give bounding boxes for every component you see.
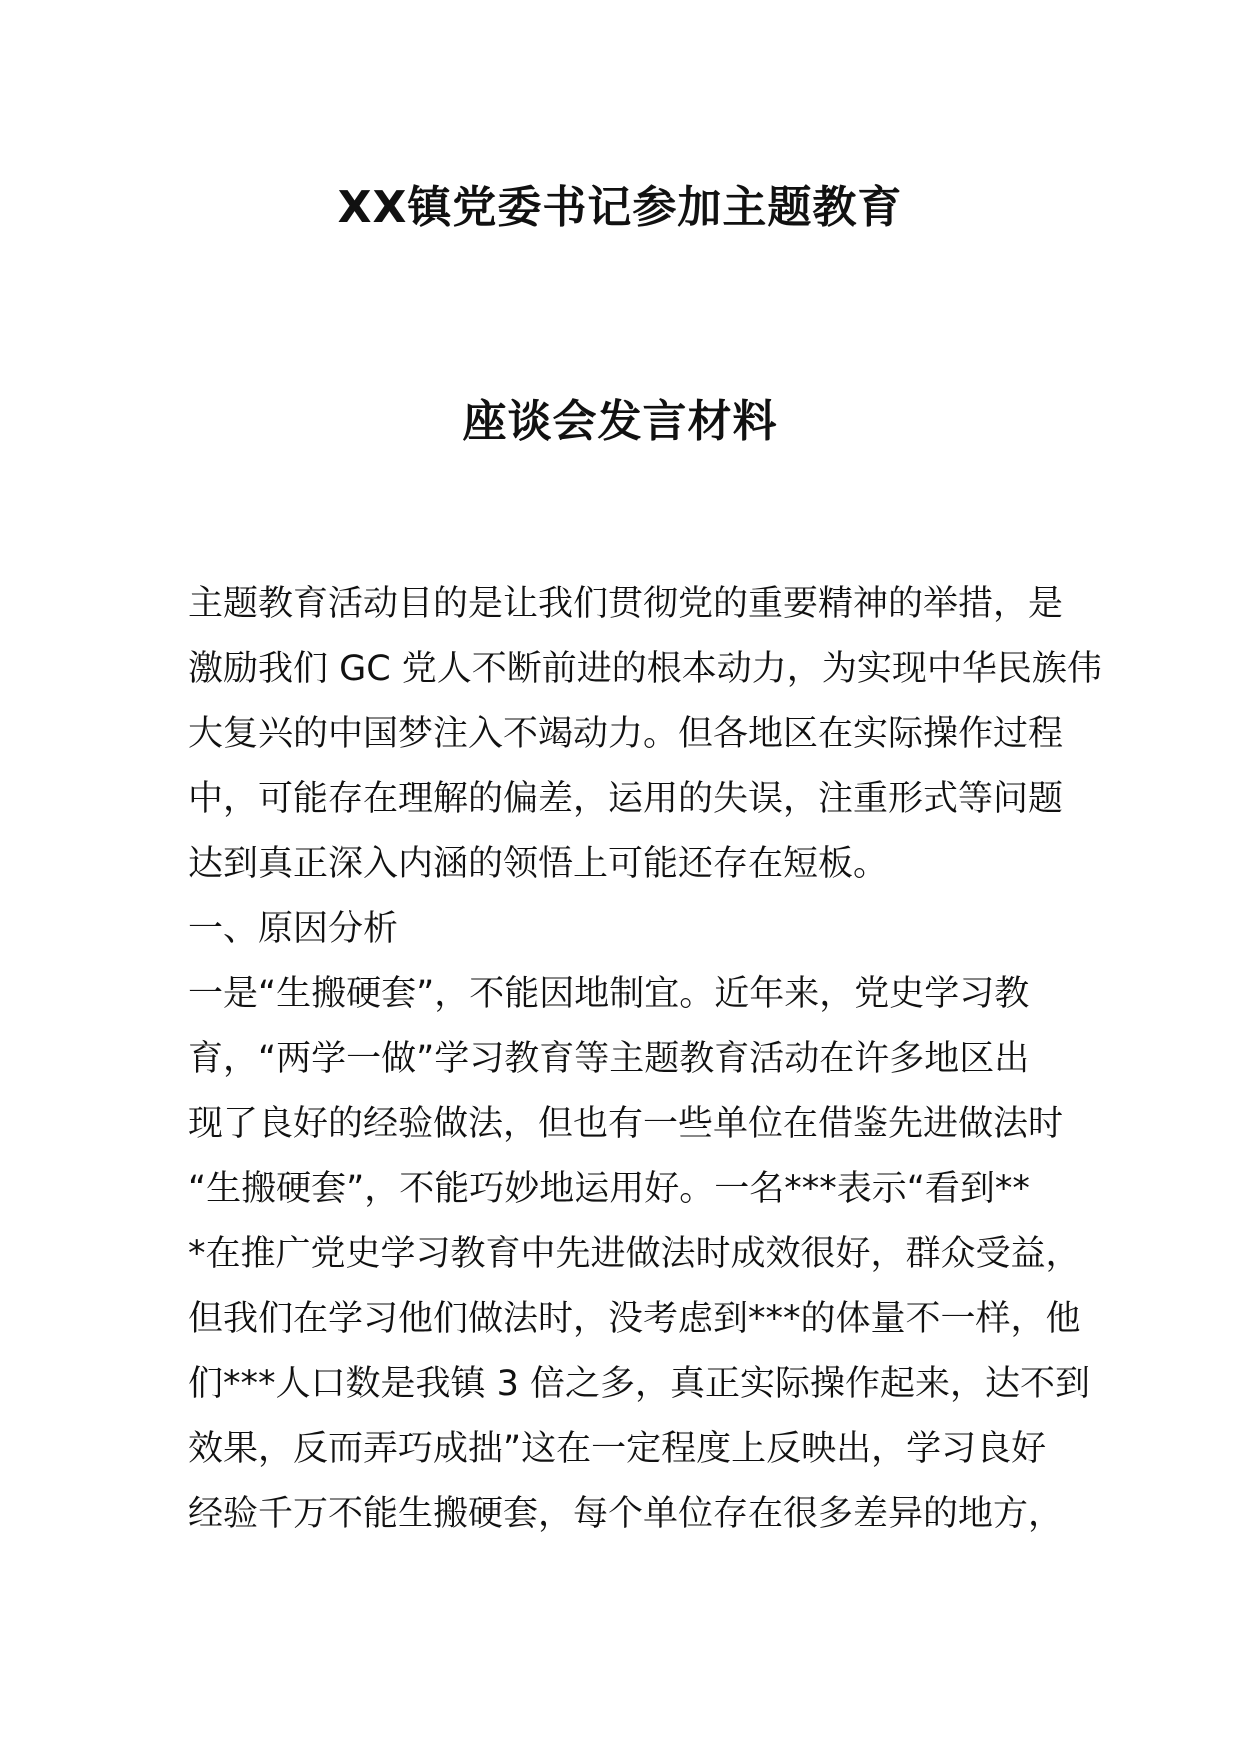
document-title-line-2: 座谈会发言材料 bbox=[462, 396, 778, 447]
body-line: 们***人口数是我镇 3 倍之多，真正实际操作起来，达不到 bbox=[188, 1364, 1091, 1404]
body-line: *在推广党史学习教育中先进做法时成效很好，群众受益， bbox=[188, 1234, 1081, 1274]
body-line: 一是“生搬硬套”，不能因地制宜。近年来，党史学习教 bbox=[188, 974, 1030, 1014]
section-heading: 一、原因分析 bbox=[188, 909, 399, 949]
body-line: 达到真正深入内涵的领悟上可能还存在短板。 bbox=[188, 844, 889, 884]
body-line: 效果，反而弄巧成拙”这在一定程度上反映出，学习良好 bbox=[188, 1429, 1047, 1469]
body-line: 育，“两学一做”学习教育等主题教育活动在许多地区出 bbox=[188, 1039, 1030, 1079]
document-title-line-1: XX镇党委书记参加主题教育 bbox=[337, 182, 903, 233]
body-line: 激励我们 GC 党人不断前进的根本动力，为实现中华民族伟 bbox=[188, 649, 1102, 689]
document-body bbox=[188, 572, 1102, 1547]
body-line: 经验千万不能生搬硬套，每个单位存在很多差异的地方， bbox=[188, 1494, 1064, 1534]
body-line: “生搬硬套”，不能巧妙地运用好。一名***表示“看到** bbox=[188, 1169, 1030, 1209]
body-line: 中，可能存在理解的偏差，运用的失误，注重形式等问题 bbox=[188, 779, 1064, 819]
body-line: 现了良好的经验做法，但也有一些单位在借鉴先进做法时 bbox=[188, 1104, 1064, 1144]
body-line: 主题教育活动目的是让我们贯彻党的重要精神的举措，是 bbox=[188, 584, 1064, 624]
body-line: 但我们在学习他们做法时，没考虑到***的体量不一样，他 bbox=[188, 1299, 1081, 1339]
body-line: 大复兴的中国梦注入不竭动力。但各地区在实际操作过程 bbox=[188, 714, 1064, 754]
